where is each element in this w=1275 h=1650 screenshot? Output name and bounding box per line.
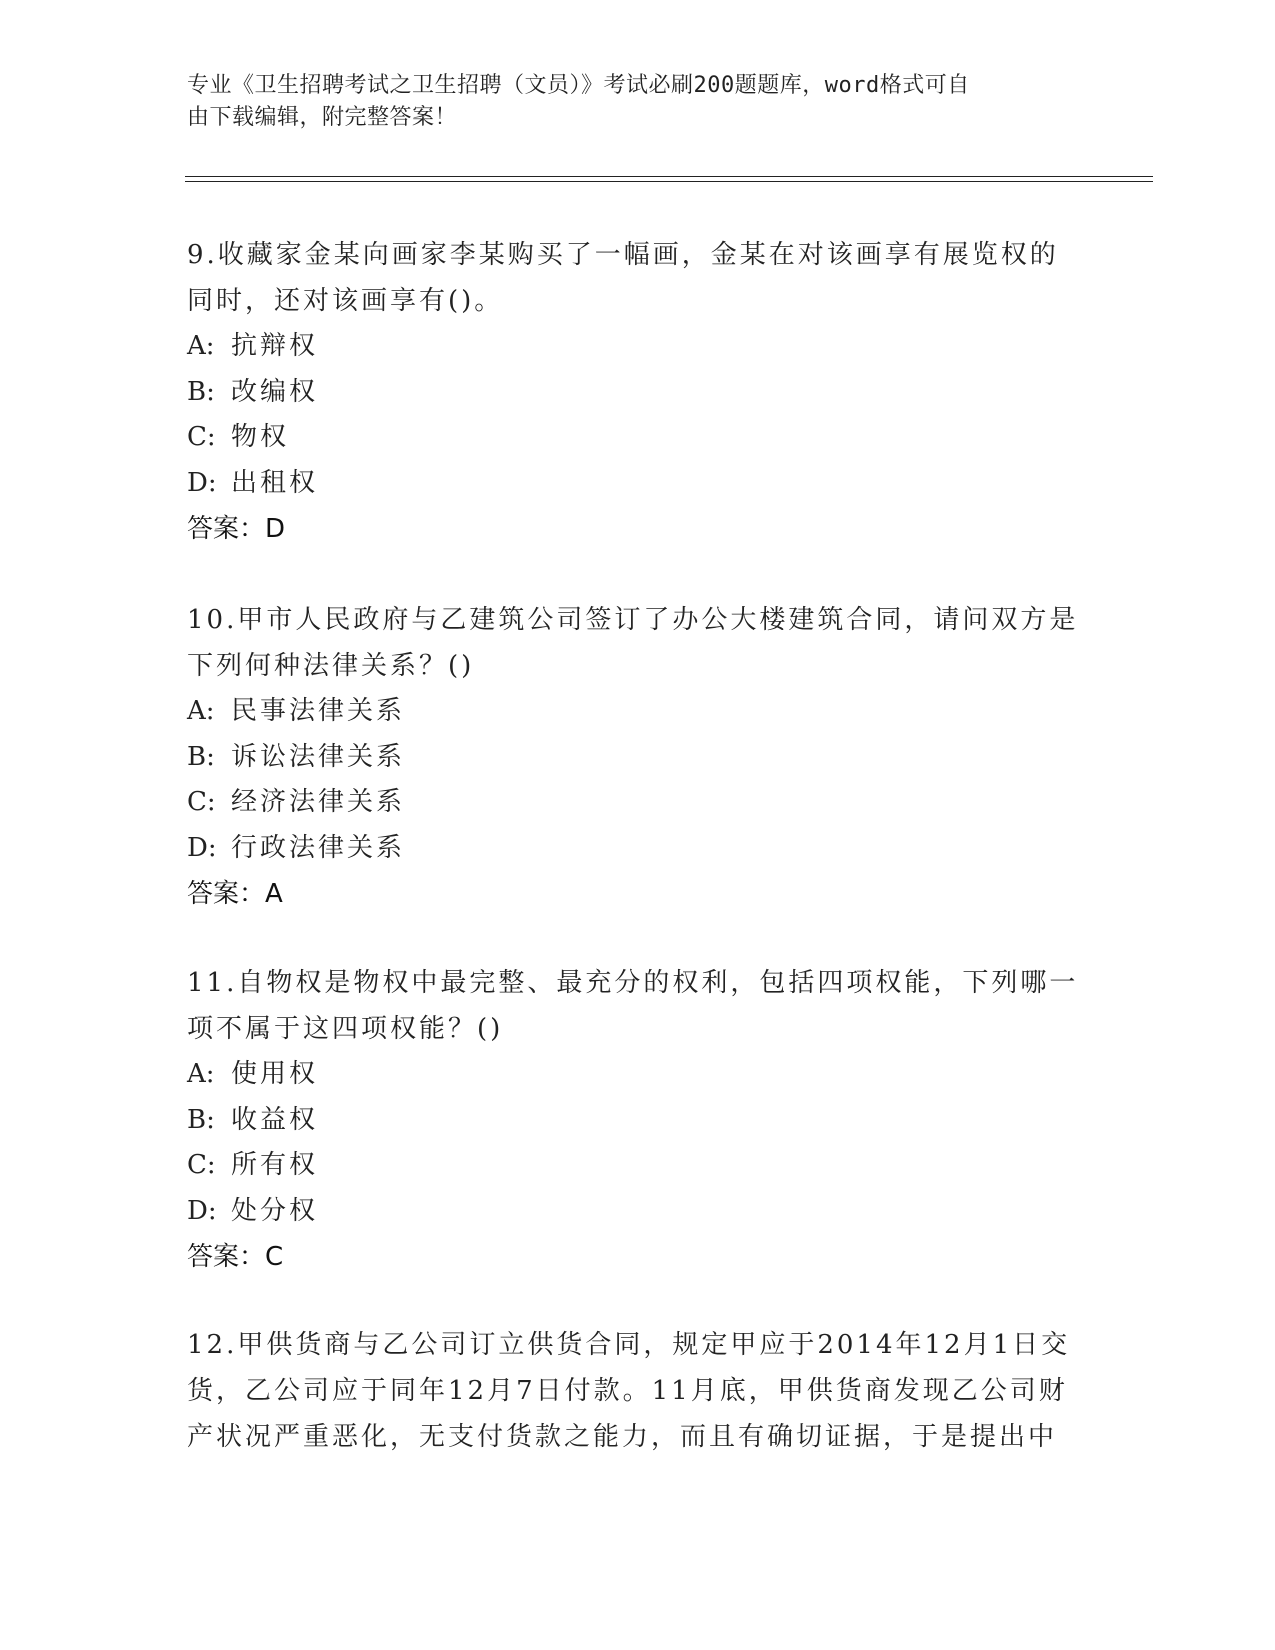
option-key: C: [187, 422, 216, 452]
option-text: 使用权 [231, 1059, 319, 1089]
question-11 [187, 960, 1087, 1280]
question-12 [187, 1322, 1087, 1460]
question-text-line-2: 项不属于这四项权能？() [187, 1014, 504, 1044]
option-text: 行政法律关系 [231, 832, 406, 863]
option-key: C: [187, 1150, 216, 1180]
option-a [187, 689, 1087, 735]
question-text-line-2: 同时，还对该画享有()。 [187, 286, 504, 316]
question-text-line-1: 9.收藏家金某向画家李某购买了一幅画，金某在对该画享有展览权的 [187, 240, 1059, 270]
option-text: 改编权 [231, 376, 319, 407]
option-text: 经济法律关系 [231, 787, 406, 817]
question-text-line-2: 下列何种法律关系？() [187, 651, 475, 681]
answer: 答案：C [187, 1242, 284, 1272]
answer: 答案：D [187, 514, 286, 544]
option-b [187, 370, 1087, 416]
option-key: D: [187, 1195, 217, 1226]
option-key: D: [187, 467, 217, 498]
option-b [187, 735, 1087, 781]
header-line-2: 由下载编辑，附完整答案！ [187, 105, 458, 130]
option-key: C: [187, 787, 216, 817]
option-text: 民事法律关系 [231, 696, 406, 726]
option-d [187, 1189, 1087, 1235]
answer: 答案：A [187, 879, 283, 909]
option-key: B: [187, 741, 215, 772]
question-text [187, 597, 1087, 689]
option-key: A: [187, 696, 215, 726]
question-text [187, 232, 1087, 324]
option-b [187, 1098, 1087, 1144]
option-text: 诉讼法律关系 [231, 741, 406, 772]
option-key: A: [187, 1059, 215, 1089]
option-c [187, 415, 1087, 461]
option-a [187, 1052, 1087, 1098]
option-text: 收益权 [231, 1104, 319, 1135]
question-9 [187, 232, 1087, 552]
option-a [187, 324, 1087, 370]
option-key: B: [187, 376, 215, 407]
option-c [187, 1143, 1087, 1189]
question-text-line-1: 10.甲市人民政府与乙建筑公司签订了办公大楼建筑合同，请问双方是 [187, 605, 1079, 635]
option-text: 处分权 [231, 1195, 319, 1226]
header-line-1: 专业《卫生招聘考试之卫生招聘（文员）》考试必刷200题题库，word格式可自 [187, 73, 970, 98]
question-text [187, 960, 1087, 1052]
option-text: 出租权 [231, 467, 319, 498]
option-key: B: [187, 1104, 215, 1135]
question-10 [187, 597, 1087, 917]
header-divider-bottom [185, 181, 1153, 182]
question-text-line-2: 货，乙公司应于同年12月7日付款。11月底，甲供货商发现乙公司财 [187, 1376, 1068, 1406]
option-c [187, 780, 1087, 826]
question-text-line-1: 11.自物权是物权中最完整、最充分的权利，包括四项权能，下列哪一 [187, 968, 1079, 998]
option-d [187, 461, 1087, 507]
option-key: A: [187, 331, 215, 361]
document-header [187, 70, 1067, 134]
option-text: 物权 [231, 422, 290, 452]
option-text: 所有权 [231, 1150, 319, 1180]
option-d [187, 826, 1087, 872]
header-divider-top [185, 176, 1153, 177]
question-text [187, 1322, 1087, 1460]
question-text-line-3: 产状况严重恶化，无支付货款之能力，而且有确切证据，于是提出中 [187, 1422, 1058, 1452]
question-text-line-1: 12.甲供货商与乙公司订立供货合同，规定甲应于2014年12月1日交 [187, 1330, 1071, 1360]
option-key: D: [187, 832, 217, 863]
option-text: 抗辩权 [231, 331, 319, 361]
